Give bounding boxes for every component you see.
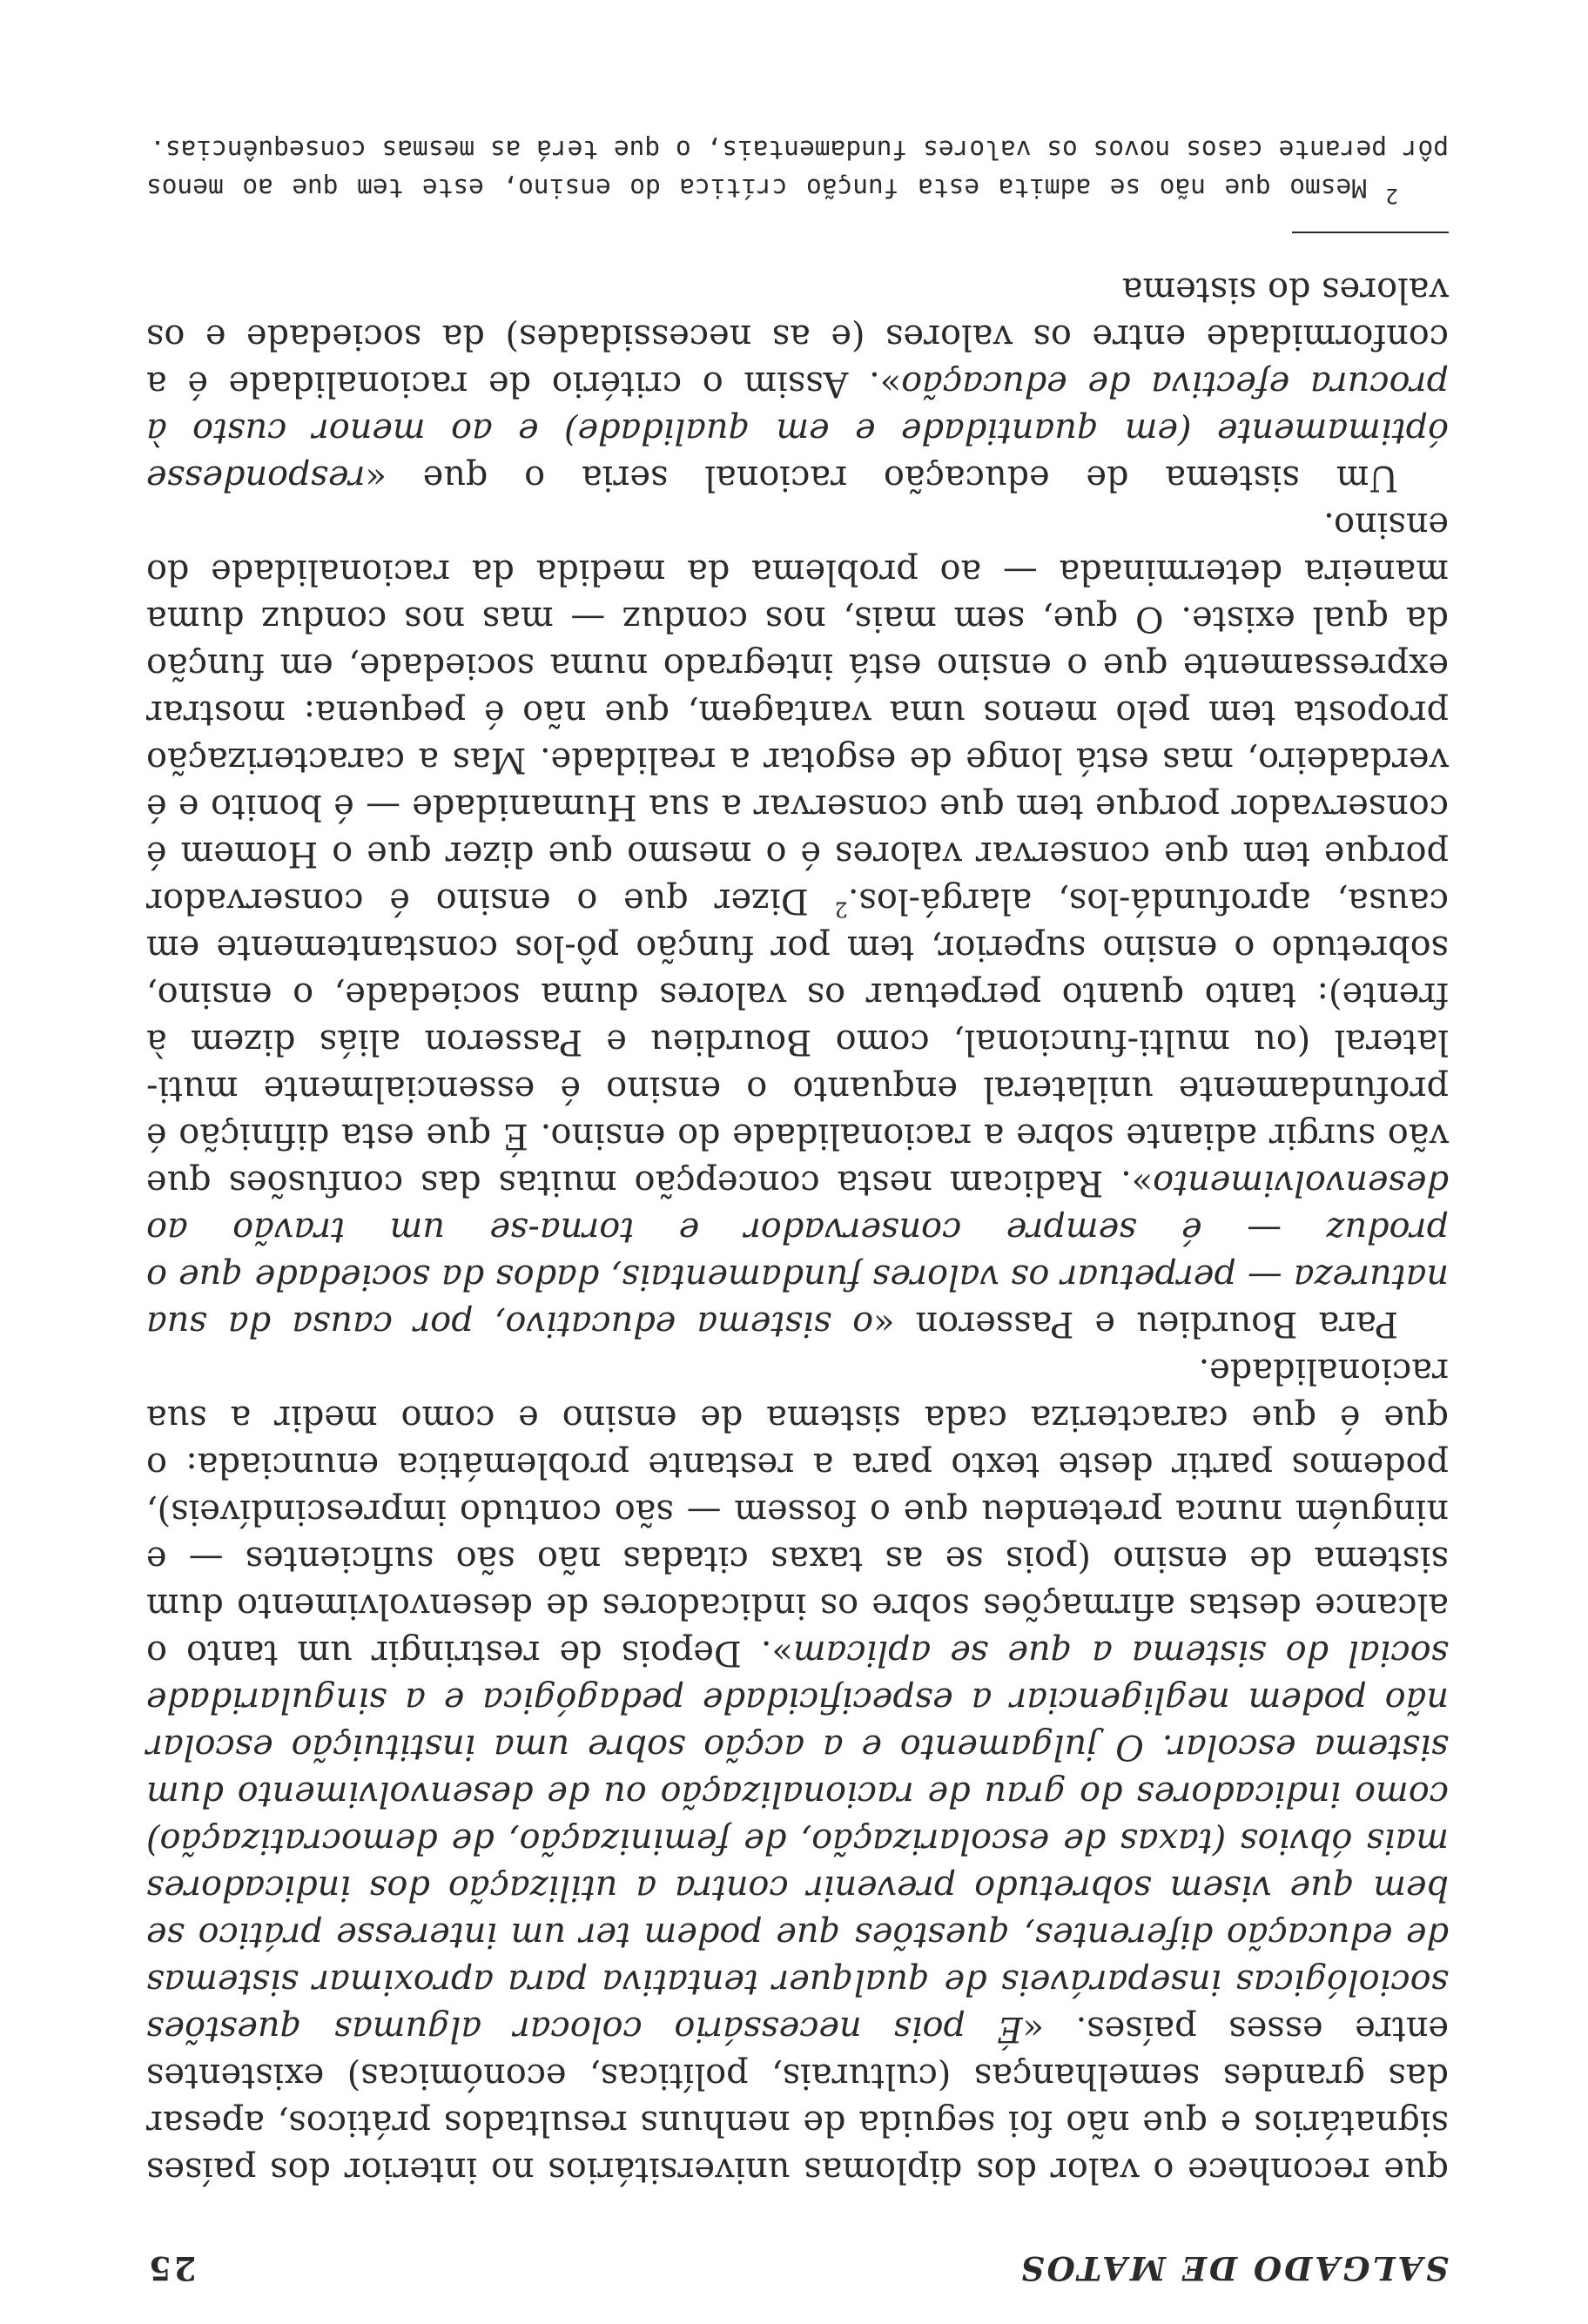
paragraph-3-text-b: ». Assim o critério de racionalidade é a conformidade entre os valores (e as necessidades) da sociedade e os valores do sistema: [146, 270, 1449, 404]
page-sheet: [146, 131, 1449, 2287]
running-head: [146, 2235, 1449, 2287]
paragraph-3-text-a: Um sistema de educação racional seria o que «: [365, 458, 1398, 498]
running-head-author: SALGADO DE MATOS: [1018, 2249, 1449, 2287]
paragraph-2-text-a: Para Bourdieu e Passeron «: [873, 1304, 1398, 1344]
paragraph-2: [146, 501, 1449, 1347]
footnote-text: Mesmo que não se admita esta função crítica do ensino, este tem que ao menos pôr perante casos novos os valores fundamentais, o que terá as mesmas consequências.: [146, 135, 1449, 203]
paragraph-2-text-b: ». Radicam nesta concepção muitas das confusões que vão surgir adiante sobre a racionalidade do ensino. É que esta difinição é profundamente unilateral enquanto o ensino é essencialmente muti-lateral (ou multi-funcional, como Bourdieu e Passeron aliás dizem à frente): tanto quanto perpetuar os valores duma sociedade, o ensino, sobretudo o ensino superior, tem por função pô-los constantemente em causa, aprofundá-los, alargá-los.: [146, 881, 1449, 1203]
paragraph-1-text-b: ». Depois de restringir um tanto o alcance destas afirmações sobre os indicadores de desenvolvimento dum sistema de ensino (pois se as taxas citadas não são suficientes — e ninguém nunca pretendeu que o fossem — são contudo imprescindíveis), podemos partir deste texto para a restante problemática enunciada: o que é que caracteriza cada sistema de ensino e como medir a sua racionalidade.: [146, 1351, 1449, 1673]
paragraph-2-text-c: Dizer que o ensino é conservador porque tem que conservar valores é o mesmo que dizer que o Homem é conservador porque tem que conservar a sua Humanidade — é bonito e é verdadeiro, mas está longe de esgotar a realidade. Mas a caracterização proposta tem pelo menos uma vantagem, que não é pequena: mostrar expressamente que o ensino está integrado numa sociedade, em função da qual existe. O que, sem mais, nos conduz — mas nos conduz duma maneira determinada — ao problema da medida da racionalidade do ensino.: [146, 505, 1449, 921]
paragraph-1-text-a: que reconhece o valor dos diplomas universitários no interior dos países signatários e que não foi seguida de nenhuns resultados práticos, apesar das grandes semelhanças (culturais, políticas, económicas) existentes entre esses países. «: [146, 2009, 1449, 2190]
paragraph-3: [146, 266, 1449, 501]
footnote-marker: 2: [1385, 183, 1398, 208]
footnote-divider: [1292, 232, 1449, 233]
paragraph-1: [146, 1347, 1449, 2193]
footnote-reference: 2: [834, 897, 848, 922]
body-text: [146, 266, 1449, 2193]
paragraph-3-quote: respondesse óptimamente (em quantidade e em qualidade) e ao menor custo à procura efectiva de educação: [146, 364, 1449, 498]
page-number: 25: [146, 2249, 197, 2287]
paragraph-1-quote: É pois necessário colocar algumas questões sociológicas inseparáveis de qualquer tentativa para aproximar sistemas de educação diferentes, questões que podem ter um interesse prático se bem que visem sobretudo prevenir contra a utilização dos indicadores mais óbvios (taxas de escolarização, de feminização, de democratização) como indicadores do grau de racionalização ou de desenvolvimento dum sistema escolar. O julgamento e a acção sobre uma instituição escolar não podem negligenciar a especificidade pedagógica e a singularidade social do sistema a que se aplicam: [146, 1633, 1449, 2049]
footnote: [146, 131, 1449, 207]
paragraph-2-quote: o sistema educativo, por causa da sua natureza — perpetuar os valores fundamentais, dados da sociedade que o produz — é sempre conservador e torna-se um travão ao desenvolvimento: [146, 1163, 1449, 1344]
